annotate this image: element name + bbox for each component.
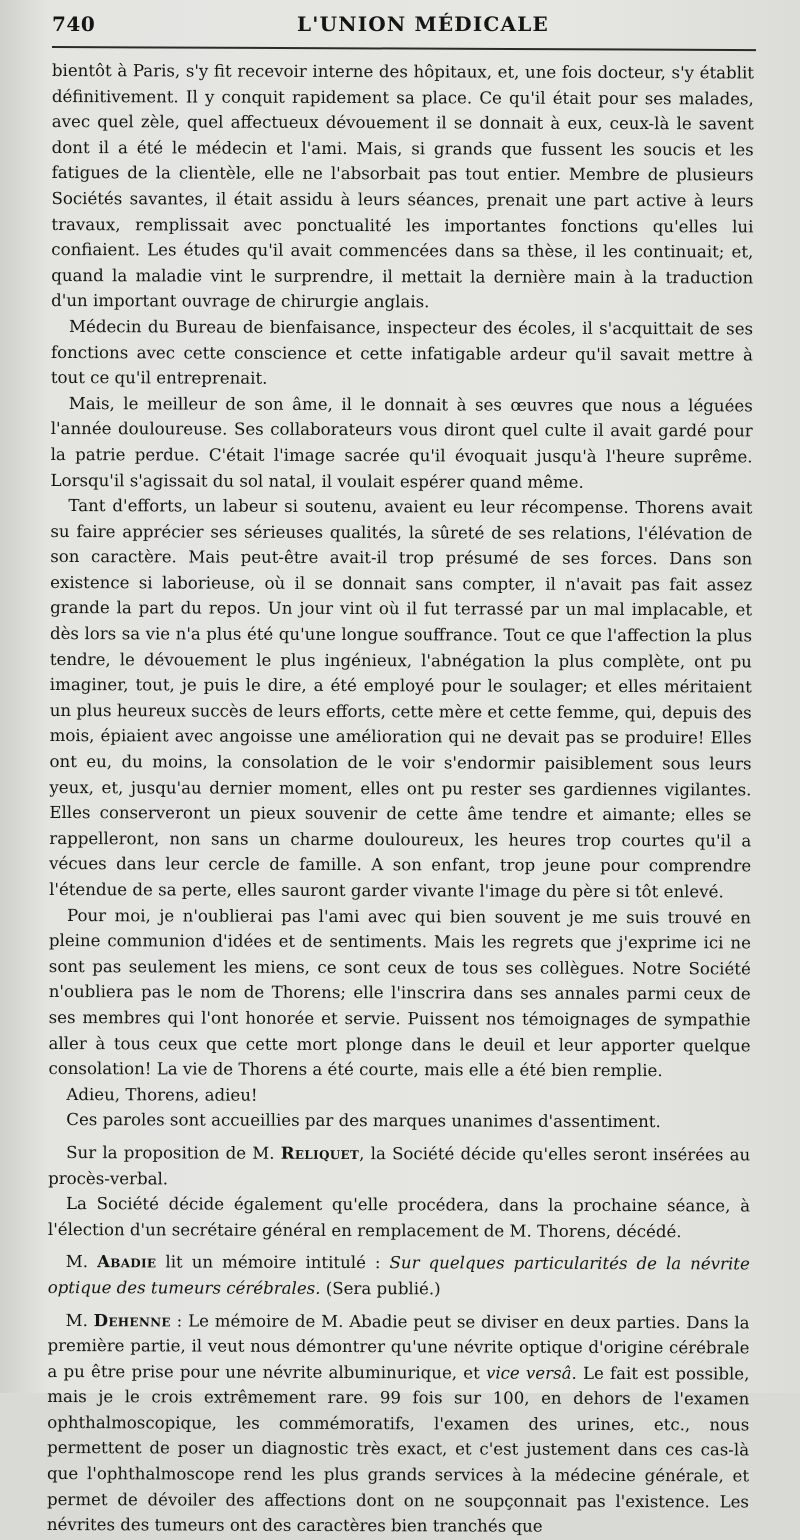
paragraph-illness: Tant d'efforts, un labeur si soutenu, avaient eu leur récompense. Thorens avait su faire apprécier ses sérieuses qualités, la sûreté de ses relations, l'élévation de son caractère. Mais peut-être avait-il trop présumé de ses forces. Dans son existence si laborieuse, où il se donnait sans compter, il n'avait pas fait assez grande la part du repos. Un jour vint où il fut terrassé par un mal implacable, et dès lors sa vie n'a plus été qu'une longue souffrance. Tout ce que l'affection la plus tendre, le dévouement le plus ingénieux, l'abnégation la plus complète, ont pu imaginer, tout, je puis le dire, a été employé pour le soulager; et elles méritaient un plus heureux succès de leurs efforts, cette mère et cette femme, qui, depuis des mois, épiaient avec angoisse une amélioration qui ne devait pas se produire! Elles ont eu, du moins, la consolation de le voir s'endormir paisiblement sous leurs yeux, et, jusqu'au dernier moment, elles ont pu rester ses gardiennes vigilantes. Elles conserveront un pieux souvenir de cette âme tendre et aimante; elles se rappelleront, non sans un charme douloureux, les heures trop courtes qu'il a vécues dans leur cercle de famille. A son enfant, trop jeune pour comprendre l'étendue de sa perte, elles sauront garder vivante l'image du père si tôt enlevé. — [49, 496, 753, 902]
article-body — [47, 58, 754, 1540]
paragraph-assent: Ces paroles sont accueillies par des marques unanimes d'assentiment. — [66, 1110, 661, 1132]
paragraph-election: La Société décide également qu'elle procédera, dans la prochaine séance, à l'élection d'un secrétaire général en remplacement de M. Thorens, décédé. — [47, 1194, 751, 1241]
paragraph-farewell: Adieu, Thorens, adieu! — [66, 1084, 258, 1105]
abadie-middle: lit un mémoire intitulé : — [156, 1252, 390, 1273]
paragraph-abadie — [48, 1249, 750, 1303]
paragraph-dehenne — [47, 1307, 750, 1540]
paragraph-patrie: Mais, le meilleur de son âme, il le donnait à ses œuvres que nous a léguées l'année douloureuse. Ses collaborateurs vous diront quel culte il avait gardé pour la patrie perdue. C'était l'image sacrée qu'il évoquait jusqu'à l'heure suprême. Lorsqu'il s'agissait du sol natal, il voulait espérer quand même. — [50, 393, 753, 492]
dehenne-prefix: M. — [65, 1310, 94, 1330]
abadie-prefix: M. — [65, 1252, 98, 1272]
proposition-text-start: Sur la proposition de M. — [66, 1142, 281, 1163]
vice-versa-phrase: vice versâ — [485, 1363, 572, 1383]
paragraph-proposition — [48, 1140, 750, 1194]
paragraph-functions: Médecin du Bureau de bienfaisance, inspecteur des écoles, il s'acquittait de ses fonctions avec cette conscience et cette infatigable ardeur qu'il savait mettre à tout ce qu'il entreprenait. — [50, 316, 754, 388]
memoir-title: Sur quelques particularités de la névrite optique des tumeurs cérébrales. — [47, 1253, 750, 1298]
journal-title: L'UNION MÉDICALE — [297, 12, 549, 36]
abadie-note: (Sera publié.) — [320, 1278, 441, 1299]
paragraph-tribute: Pour moi, je n'oublierai pas l'ami avec qui bien souvent je me suis trouvé en pleine communion d'idées et de sentiments. Mais les regrets que j'exprime ici ne sont pas seulement les miens, ce sont ceux de tous ses collègues. Notre Société n'oubliera pas le nom de Thorens; elle l'inscrira dans ses annales parmi ceux de ses membres qui l'ont honorée et servie. Puissent nos témoignages de sympathie aller à tous ceux que cette mort plonge dans le deuil et leur apporter quelque consolation! La vie de Thorens a été courte, mais elle a été bien remplie. — [48, 905, 752, 1081]
dehenne-text-part1: : Le mémoire de M. Abadie peut se diviser en deux parties. Dans la première partie, il veut nous démontrer qu'une névrite optique d'origine cérébrale a pu être prise pour une névrite albuminurique, et — [47, 1310, 750, 1383]
header-rule — [52, 46, 756, 51]
speaker-name-abadie: Abadie — [97, 1251, 157, 1272]
running-head — [52, 8, 760, 38]
dehenne-text-part2: . Le fait est possible, mais je le crois extrêmement rare. 99 fois sur 100, en dehors de l'examen ophthalmoscopique, les commémoratifs, l'examen des urines, etc., nous permettent de poser un diagnostic très exact, et c'est justement dans ces cas-là que l'ophthalmoscope rend les plus grands services à la médecine générale, et permet de dévoiler des affections dont on ne soupçonnait pas l'existence. Les névrites des tumeurs ont des caractères bien tranchés que — [46, 1363, 750, 1536]
speaker-name-dehenne: Dehenne — [93, 1309, 171, 1330]
page-number: 740 — [52, 12, 96, 36]
proposition-text-end: , la Société décide qu'elles seront insérées au procès-verbal. — [48, 1144, 751, 1188]
speaker-name-reliquet: Reliquet — [280, 1142, 360, 1164]
paragraph-career: bientôt à Paris, s'y fit recevoir interne des hôpitaux, et, une fois docteur, s'y établit définitivement. Il y conquit rapidement sa place. Ce qu'il était pour ses malades, avec quel zèle, quel affectueux dévouement il se donnait à eux, ceux-là le savent dont il a été le médecin et l'ami. Mais, si grands que fussent les soucis et les fatigues de la clientèle, elle ne l'absorbait pas tout entier. Membre de plusieurs Sociétés savantes, il était assidu à leurs séances, prenait une part active à leurs travaux, remplissait avec ponctualité les importantes fonctions qu'elles lui confiaient. Les études qu'il avait commencées dans sa thèse, il les continuait; et, quand la maladie vint le surprendre, il mettait la dernière main à la traduction d'un important ouvrage de chirurgie anglais. — [51, 60, 754, 312]
